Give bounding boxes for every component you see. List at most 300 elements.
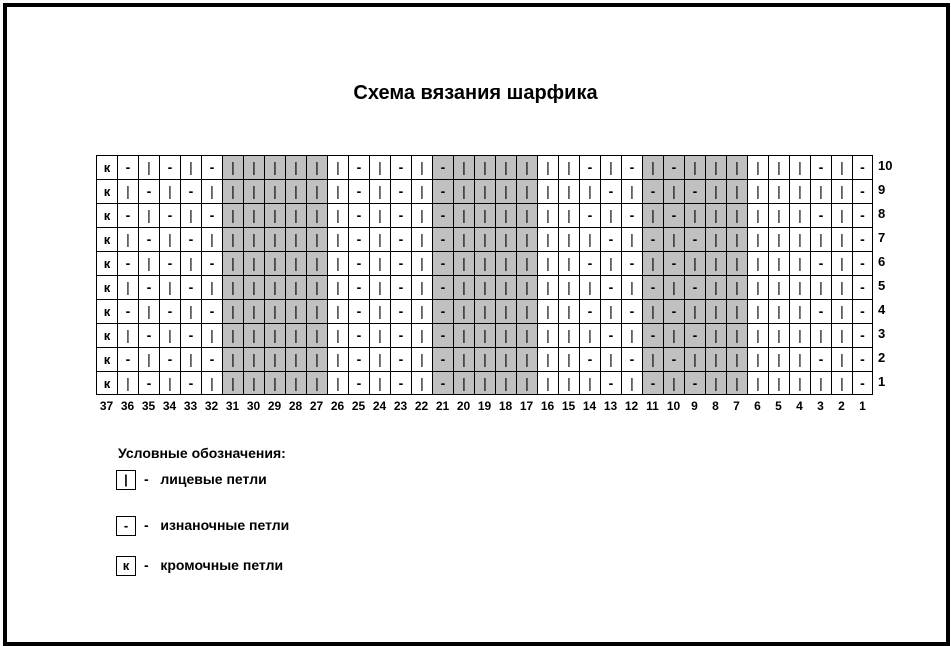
stitch-cell-knit: | xyxy=(243,251,264,275)
stitch-cell-knit: | xyxy=(306,227,327,251)
stitch-cell-edge: к xyxy=(96,347,117,371)
stitch-cell-purl: - xyxy=(663,299,684,323)
stitch-cell-edge: к xyxy=(96,155,117,179)
stitch-cell-knit: | xyxy=(222,251,243,275)
stitch-cell-knit: | xyxy=(516,179,537,203)
row-label: 4 xyxy=(878,302,886,317)
stitch-cell-purl: - xyxy=(621,251,642,275)
stitch-cell-knit: | xyxy=(621,179,642,203)
stitch-cell-knit: | xyxy=(516,347,537,371)
stitch-cell-knit: | xyxy=(180,251,201,275)
stitch-cell-knit: | xyxy=(243,275,264,299)
stitch-cell-purl: - xyxy=(348,227,369,251)
stitch-cell-purl: - xyxy=(642,227,663,251)
column-label: 35 xyxy=(141,399,156,413)
stitch-cell-knit: | xyxy=(180,155,201,179)
stitch-cell-knit: | xyxy=(726,299,747,323)
stitch-cell-purl: - xyxy=(852,299,873,323)
column-label: 7 xyxy=(733,399,740,413)
stitch-cell-knit: | xyxy=(579,323,600,347)
stitch-cell-purl: - xyxy=(621,299,642,323)
stitch-cell-knit: | xyxy=(222,347,243,371)
stitch-cell-knit: | xyxy=(558,323,579,347)
stitch-cell-knit: | xyxy=(705,251,726,275)
stitch-cell-knit: | xyxy=(222,275,243,299)
stitch-cell-knit: | xyxy=(243,227,264,251)
stitch-cell-knit: | xyxy=(789,323,810,347)
stitch-cell-knit: | xyxy=(747,299,768,323)
stitch-cell-purl: - xyxy=(159,251,180,275)
stitch-cell-knit: | xyxy=(726,155,747,179)
stitch-cell-knit: | xyxy=(558,155,579,179)
stitch-cell-knit: | xyxy=(327,323,348,347)
stitch-cell-knit: | xyxy=(621,227,642,251)
stitch-cell-knit: | xyxy=(705,347,726,371)
stitch-cell-knit: | xyxy=(726,323,747,347)
purl-symbol-box: - xyxy=(116,516,136,536)
stitch-cell-purl: - xyxy=(684,371,705,395)
column-label: 3 xyxy=(817,399,824,413)
stitch-cell-knit: | xyxy=(411,203,432,227)
stitch-cell-purl: - xyxy=(159,347,180,371)
stitch-cell-knit: | xyxy=(369,323,390,347)
row-label: 9 xyxy=(878,182,886,197)
stitch-cell-knit: | xyxy=(537,251,558,275)
stitch-cell-knit: | xyxy=(264,155,285,179)
stitch-cell-knit: | xyxy=(327,251,348,275)
stitch-cell-purl: - xyxy=(852,227,873,251)
column-label: 23 xyxy=(393,399,408,413)
stitch-cell-knit: | xyxy=(642,299,663,323)
stitch-cell-knit: | xyxy=(285,155,306,179)
column-label: 29 xyxy=(267,399,282,413)
stitch-cell-knit: | xyxy=(369,371,390,395)
column-label: 16 xyxy=(540,399,555,413)
stitch-cell-knit: | xyxy=(705,155,726,179)
column-label: 6 xyxy=(754,399,761,413)
stitch-cell-knit: | xyxy=(663,227,684,251)
stitch-cell-knit: | xyxy=(243,179,264,203)
stitch-cell-knit: | xyxy=(831,179,852,203)
stitch-cell-knit: | xyxy=(327,347,348,371)
stitch-cell-knit: | xyxy=(684,299,705,323)
stitch-cell-knit: | xyxy=(306,275,327,299)
stitch-cell-knit: | xyxy=(411,179,432,203)
stitch-cell-knit: | xyxy=(453,155,474,179)
stitch-cell-purl: - xyxy=(642,371,663,395)
stitch-cell-knit: | xyxy=(642,251,663,275)
stitch-cell-knit: | xyxy=(810,179,831,203)
stitch-cell-purl: - xyxy=(180,227,201,251)
stitch-cell-knit: | xyxy=(327,275,348,299)
stitch-cell-knit: | xyxy=(159,179,180,203)
stitch-cell-purl: - xyxy=(642,179,663,203)
stitch-cell-knit: | xyxy=(138,347,159,371)
legend-item-text: - кромочные петли xyxy=(144,557,284,573)
stitch-cell-knit: | xyxy=(453,299,474,323)
stitch-cell-knit: | xyxy=(705,179,726,203)
stitch-cell-knit: | xyxy=(201,323,222,347)
row-label: 7 xyxy=(878,230,886,245)
stitch-cell-purl: - xyxy=(390,275,411,299)
stitch-cell-knit: | xyxy=(537,203,558,227)
stitch-cell-knit: | xyxy=(222,323,243,347)
stitch-cell-knit: | xyxy=(243,299,264,323)
stitch-cell-knit: | xyxy=(600,203,621,227)
stitch-cell-purl: - xyxy=(579,347,600,371)
stitch-cell-knit: | xyxy=(369,347,390,371)
stitch-cell-knit: | xyxy=(369,203,390,227)
stitch-cell-knit: | xyxy=(621,275,642,299)
stitch-cell-knit: | xyxy=(495,179,516,203)
row-label: 5 xyxy=(878,278,886,293)
stitch-cell-knit: | xyxy=(117,179,138,203)
column-label: 36 xyxy=(120,399,135,413)
stitch-cell-knit: | xyxy=(642,347,663,371)
stitch-cell-knit: | xyxy=(558,275,579,299)
stitch-cell-knit: | xyxy=(810,323,831,347)
stitch-cell-knit: | xyxy=(474,347,495,371)
stitch-cell-knit: | xyxy=(621,371,642,395)
stitch-cell-knit: | xyxy=(243,371,264,395)
stitch-cell-knit: | xyxy=(558,227,579,251)
stitch-cell-purl: - xyxy=(579,299,600,323)
stitch-cell-knit: | xyxy=(495,371,516,395)
column-label: 19 xyxy=(477,399,492,413)
stitch-cell-knit: | xyxy=(411,371,432,395)
stitch-cell-knit: | xyxy=(285,179,306,203)
stitch-cell-knit: | xyxy=(705,299,726,323)
stitch-cell-knit: | xyxy=(537,155,558,179)
column-label: 14 xyxy=(582,399,597,413)
row-label: 8 xyxy=(878,206,886,221)
stitch-cell-knit: | xyxy=(495,155,516,179)
stitch-cell-knit: | xyxy=(495,251,516,275)
stitch-cell-knit: | xyxy=(264,203,285,227)
stitch-cell-knit: | xyxy=(138,203,159,227)
stitch-cell-knit: | xyxy=(768,371,789,395)
column-label: 25 xyxy=(351,399,366,413)
stitch-cell-knit: | xyxy=(642,155,663,179)
stitch-cell-purl: - xyxy=(138,323,159,347)
stitch-cell-purl: - xyxy=(159,155,180,179)
stitch-cell-knit: | xyxy=(516,371,537,395)
stitch-cell-knit: | xyxy=(138,299,159,323)
stitch-cell-knit: | xyxy=(264,347,285,371)
stitch-cell-knit: | xyxy=(411,251,432,275)
column-label: 8 xyxy=(712,399,719,413)
stitch-cell-knit: | xyxy=(537,227,558,251)
stitch-cell-purl: - xyxy=(348,251,369,275)
stitch-cell-knit: | xyxy=(264,299,285,323)
knit-symbol-box: | xyxy=(116,470,136,490)
stitch-cell-purl: - xyxy=(180,323,201,347)
stitch-cell-knit: | xyxy=(558,179,579,203)
stitch-cell-purl: - xyxy=(348,323,369,347)
stitch-cell-purl: - xyxy=(852,371,873,395)
stitch-cell-purl: - xyxy=(642,275,663,299)
stitch-cell-purl: - xyxy=(432,299,453,323)
stitch-cell-knit: | xyxy=(516,323,537,347)
stitch-cell-purl: - xyxy=(390,323,411,347)
stitch-cell-knit: | xyxy=(117,371,138,395)
stitch-cell-purl: - xyxy=(390,155,411,179)
stitch-cell-edge: к xyxy=(96,203,117,227)
legend-item-text: - изнаночные петли xyxy=(144,517,290,533)
stitch-cell-purl: - xyxy=(852,251,873,275)
stitch-cell-knit: | xyxy=(558,251,579,275)
stitch-cell-knit: | xyxy=(747,347,768,371)
stitch-cell-knit: | xyxy=(768,203,789,227)
stitch-cell-knit: | xyxy=(222,203,243,227)
stitch-cell-knit: | xyxy=(306,251,327,275)
stitch-cell-purl: - xyxy=(642,323,663,347)
stitch-cell-purl: - xyxy=(684,227,705,251)
stitch-cell-knit: | xyxy=(222,299,243,323)
stitch-cell-purl: - xyxy=(852,323,873,347)
stitch-cell-purl: - xyxy=(663,155,684,179)
stitch-cell-knit: | xyxy=(453,227,474,251)
stitch-cell-purl: - xyxy=(390,299,411,323)
stitch-cell-edge: к xyxy=(96,299,117,323)
stitch-cell-purl: - xyxy=(117,155,138,179)
stitch-cell-knit: | xyxy=(327,155,348,179)
stitch-cell-purl: - xyxy=(600,323,621,347)
stitch-cell-knit: | xyxy=(747,227,768,251)
stitch-cell-knit: | xyxy=(159,371,180,395)
stitch-cell-purl: - xyxy=(852,155,873,179)
stitch-cell-knit: | xyxy=(768,251,789,275)
stitch-cell-knit: | xyxy=(264,275,285,299)
stitch-cell-knit: | xyxy=(327,299,348,323)
column-label: 11 xyxy=(646,399,659,413)
column-label: 4 xyxy=(796,399,803,413)
stitch-cell-knit: | xyxy=(789,299,810,323)
stitch-cell-knit: | xyxy=(474,275,495,299)
stitch-cell-knit: | xyxy=(285,371,306,395)
stitch-cell-knit: | xyxy=(789,227,810,251)
stitch-cell-knit: | xyxy=(453,323,474,347)
stitch-cell-purl: - xyxy=(684,323,705,347)
stitch-cell-knit: | xyxy=(663,275,684,299)
stitch-cell-knit: | xyxy=(789,155,810,179)
stitch-cell-purl: - xyxy=(201,203,222,227)
stitch-cell-knit: | xyxy=(243,155,264,179)
stitch-cell-knit: | xyxy=(537,299,558,323)
column-label: 21 xyxy=(435,399,450,413)
stitch-cell-knit: | xyxy=(726,227,747,251)
stitch-cell-knit: | xyxy=(747,251,768,275)
column-label: 34 xyxy=(162,399,177,413)
stitch-cell-knit: | xyxy=(306,323,327,347)
stitch-cell-knit: | xyxy=(663,371,684,395)
stitch-cell-knit: | xyxy=(747,371,768,395)
stitch-cell-knit: | xyxy=(621,323,642,347)
stitch-cell-knit: | xyxy=(579,275,600,299)
column-label: 9 xyxy=(691,399,698,413)
stitch-cell-knit: | xyxy=(684,203,705,227)
column-label: 1 xyxy=(859,399,866,413)
stitch-cell-knit: | xyxy=(768,323,789,347)
stitch-cell-knit: | xyxy=(369,179,390,203)
stitch-cell-purl: - xyxy=(663,203,684,227)
stitch-cell-knit: | xyxy=(537,347,558,371)
stitch-cell-purl: - xyxy=(201,347,222,371)
stitch-cell-knit: | xyxy=(789,203,810,227)
stitch-cell-knit: | xyxy=(726,347,747,371)
stitch-cell-knit: | xyxy=(684,251,705,275)
stitch-cell-knit: | xyxy=(411,299,432,323)
stitch-cell-purl: - xyxy=(432,227,453,251)
stitch-cell-purl: - xyxy=(117,299,138,323)
stitch-cell-knit: | xyxy=(831,347,852,371)
stitch-cell-purl: - xyxy=(117,251,138,275)
legend-item-text: - лицевые петли xyxy=(144,471,267,487)
stitch-cell-knit: | xyxy=(789,371,810,395)
stitch-cell-knit: | xyxy=(369,251,390,275)
stitch-cell-knit: | xyxy=(306,371,327,395)
column-label: 18 xyxy=(498,399,513,413)
stitch-cell-knit: | xyxy=(474,251,495,275)
stitch-cell-knit: | xyxy=(474,203,495,227)
stitch-cell-knit: | xyxy=(600,347,621,371)
stitch-cell-knit: | xyxy=(705,323,726,347)
stitch-cell-knit: | xyxy=(117,323,138,347)
stitch-cell-knit: | xyxy=(453,251,474,275)
stitch-cell-knit: | xyxy=(306,347,327,371)
stitch-cell-purl: - xyxy=(390,347,411,371)
stitch-cell-purl: - xyxy=(201,251,222,275)
stitch-cell-knit: | xyxy=(222,371,243,395)
stitch-cell-purl: - xyxy=(579,203,600,227)
stitch-cell-purl: - xyxy=(600,275,621,299)
stitch-cell-knit: | xyxy=(831,299,852,323)
stitch-cell-purl: - xyxy=(348,347,369,371)
stitch-cell-knit: | xyxy=(558,203,579,227)
stitch-cell-knit: | xyxy=(831,371,852,395)
stitch-cell-purl: - xyxy=(180,275,201,299)
stitch-cell-edge: к xyxy=(96,275,117,299)
stitch-cell-purl: - xyxy=(432,155,453,179)
stitch-cell-knit: | xyxy=(474,179,495,203)
stitch-cell-knit: | xyxy=(264,371,285,395)
stitch-cell-knit: | xyxy=(222,227,243,251)
stitch-cell-knit: | xyxy=(180,347,201,371)
stitch-cell-knit: | xyxy=(411,227,432,251)
stitch-cell-knit: | xyxy=(243,323,264,347)
stitch-cell-purl: - xyxy=(159,299,180,323)
row-label: 10 xyxy=(878,158,893,173)
stitch-cell-knit: | xyxy=(474,323,495,347)
stitch-cell-knit: | xyxy=(201,179,222,203)
stitch-cell-knit: | xyxy=(663,323,684,347)
stitch-cell-edge: к xyxy=(96,323,117,347)
stitch-cell-knit: | xyxy=(369,155,390,179)
stitch-cell-purl: - xyxy=(390,371,411,395)
stitch-cell-knit: | xyxy=(537,179,558,203)
stitch-cell-knit: | xyxy=(138,155,159,179)
stitch-cell-purl: - xyxy=(390,179,411,203)
stitch-cell-purl: - xyxy=(810,203,831,227)
stitch-cell-purl: - xyxy=(201,299,222,323)
stitch-cell-knit: | xyxy=(600,155,621,179)
stitch-cell-knit: | xyxy=(663,179,684,203)
stitch-cell-purl: - xyxy=(810,347,831,371)
stitch-cell-knit: | xyxy=(453,347,474,371)
stitch-cell-edge: к xyxy=(96,179,117,203)
stitch-cell-knit: | xyxy=(222,155,243,179)
stitch-cell-knit: | xyxy=(516,203,537,227)
stitch-cell-knit: | xyxy=(726,203,747,227)
stitch-cell-edge: к xyxy=(96,251,117,275)
stitch-cell-purl: - xyxy=(348,203,369,227)
stitch-cell-knit: | xyxy=(285,299,306,323)
stitch-cell-knit: | xyxy=(684,155,705,179)
stitch-cell-purl: - xyxy=(138,275,159,299)
stitch-cell-purl: - xyxy=(390,251,411,275)
stitch-cell-purl: - xyxy=(117,203,138,227)
stitch-cell-knit: | xyxy=(201,275,222,299)
stitch-cell-knit: | xyxy=(726,251,747,275)
stitch-cell-knit: | xyxy=(411,155,432,179)
stitch-cell-knit: | xyxy=(810,371,831,395)
stitch-cell-knit: | xyxy=(495,299,516,323)
stitch-cell-knit: | xyxy=(411,347,432,371)
stitch-cell-purl: - xyxy=(390,227,411,251)
stitch-cell-knit: | xyxy=(306,299,327,323)
stitch-cell-knit: | xyxy=(327,227,348,251)
stitch-cell-purl: - xyxy=(663,347,684,371)
column-label: 26 xyxy=(330,399,345,413)
stitch-cell-knit: | xyxy=(558,347,579,371)
stitch-cell-knit: | xyxy=(600,299,621,323)
stitch-cell-purl: - xyxy=(432,323,453,347)
column-label: 24 xyxy=(372,399,387,413)
column-label: 12 xyxy=(624,399,639,413)
stitch-cell-purl: - xyxy=(852,203,873,227)
stitch-cell-purl: - xyxy=(432,371,453,395)
stitch-cell-knit: | xyxy=(159,323,180,347)
stitch-cell-knit: | xyxy=(747,275,768,299)
stitch-cell-knit: | xyxy=(747,323,768,347)
stitch-cell-knit: | xyxy=(831,155,852,179)
stitch-cell-purl: - xyxy=(810,155,831,179)
stitch-cell-purl: - xyxy=(348,179,369,203)
column-label: 30 xyxy=(246,399,261,413)
stitch-cell-purl: - xyxy=(621,155,642,179)
stitch-cell-knit: | xyxy=(327,371,348,395)
stitch-cell-knit: | xyxy=(768,155,789,179)
stitch-cell-knit: | xyxy=(537,275,558,299)
stitch-cell-knit: | xyxy=(684,347,705,371)
stitch-cell-knit: | xyxy=(768,227,789,251)
stitch-cell-purl: - xyxy=(432,203,453,227)
stitch-cell-knit: | xyxy=(747,179,768,203)
stitch-cell-knit: | xyxy=(726,275,747,299)
stitch-cell-knit: | xyxy=(201,227,222,251)
stitch-cell-knit: | xyxy=(558,371,579,395)
stitch-cell-knit: | xyxy=(327,179,348,203)
stitch-cell-knit: | xyxy=(579,179,600,203)
stitch-cell-purl: - xyxy=(138,179,159,203)
stitch-cell-knit: | xyxy=(222,179,243,203)
stitch-cell-knit: | xyxy=(831,203,852,227)
row-label: 2 xyxy=(878,350,886,365)
stitch-cell-knit: | xyxy=(789,347,810,371)
stitch-cell-purl: - xyxy=(432,251,453,275)
stitch-cell-knit: | xyxy=(810,227,831,251)
row-label: 6 xyxy=(878,254,886,269)
